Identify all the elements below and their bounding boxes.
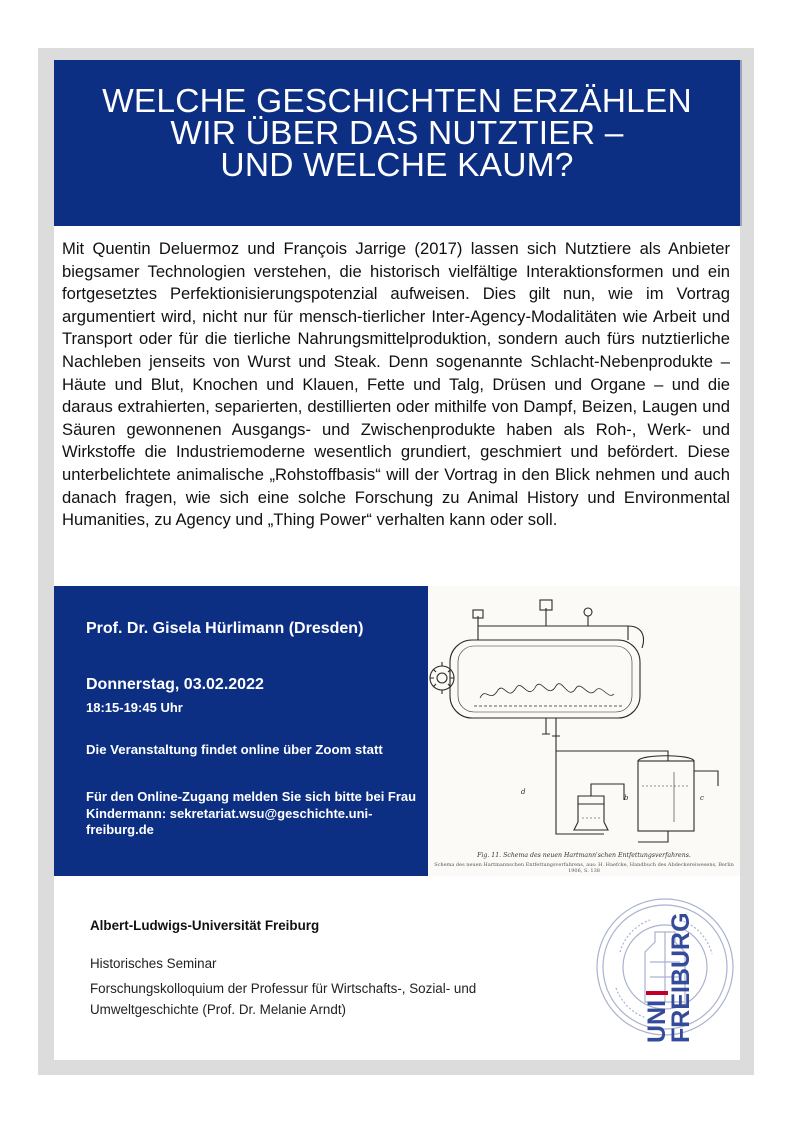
figure-caption: Fig. 11. Schema des neuen Hartmann'schen Entfettungsverfahrens. [477, 852, 691, 859]
apparatus-drawing [428, 586, 740, 848]
title-banner [54, 60, 742, 226]
department-name: Historisches Seminar [90, 956, 217, 971]
historical-apparatus-illustration [428, 586, 740, 876]
label-b: b [624, 794, 629, 802]
logo-text-uni: UNI [643, 999, 671, 1043]
source-caption: Schema des neuen Hartmannschen Entfettungsverfahrens, aus: H. Haefcke, Handbuch des Abdeckereiwesens, Berlin 1906, S. 138 [434, 862, 734, 874]
university-name: Albert-Ludwigs-Universität Freiburg [90, 918, 320, 933]
institution-footer [54, 882, 740, 1058]
page-title: WELCHE GESCHICHTEN ERZÄHLEN WIR ÜBER DAS NUTZTIER – UND WELCHE KAUM? [102, 83, 692, 184]
logo-red-bar [646, 991, 668, 995]
event-time: 18:15-19:45 Uhr [86, 700, 183, 715]
logo-text-freiburg: FREIBURG [667, 912, 695, 1043]
event-date: Donnerstag, 03.02.2022 [86, 676, 264, 693]
label-c: c [700, 794, 704, 802]
event-location-note: Die Veranstaltung findet online über Zoom statt [86, 742, 383, 757]
speaker-name: Prof. Dr. Gisela Hürlimann (Dresden) [86, 620, 364, 637]
contact-info: Für den Online-Zugang melden Sie sich bitte bei Frau Kindermann: sekretariat.wsu@geschichte.uni-freiburg.de [86, 789, 417, 837]
abstract-text: Mit Quentin Deluermoz und François Jarrige (2017) lassen sich Nutztiere als Anbieter biegsamer Technologien verstehen, die historisch vielfältige Interaktionsformen und ein fortgesetztes Perfektionisierungspotenzial aufweisen. Dies gilt nun, wie im Vortrag argumentiert wird, nicht nur für mensch-tierlicher Inter-Agency-Modalitäten wie Arbeit und Transport oder für die tierliche Nahrungsmittelproduktion, sondern auch fürs nutztierliche Nachleben jenseits von Wurst und Steak. Denn sogenannte Schlacht-Nebenprodukte – Häute und Blut, Knochen und Klauen, Fette und Talg, Drüsen und Organe – und die daraus extrahierten, separierten, destillierten oder mithilfe von Dampf, Beizen, Laugen und Säuren gewonnenen Ausgangs- und Zwischenprodukte haben als Roh-, Werk- und Wirkstoffe die Industriemoderne wesentlich grundiert, geschmiert und befördert. Diese unterbelichtete animalische „Rohstoffbasis“ will der Vortrag in den Blick nehmen und auch danach fragen, wie sich eine solche Forschung zu Animal History und Environmental Humanities, zu Agency und „Thing Power“ verhalten kann oder soll. [62, 239, 730, 530]
colloquium-description: Forschungskolloquium der Professur für Wirtschafts-, Sozial- und Umweltgeschichte (Prof. Dr. Melanie Arndt) [90, 981, 477, 1017]
event-info-panel [54, 586, 428, 876]
uni-freiburg-logo [643, 894, 704, 1054]
label-d: d [521, 788, 526, 796]
